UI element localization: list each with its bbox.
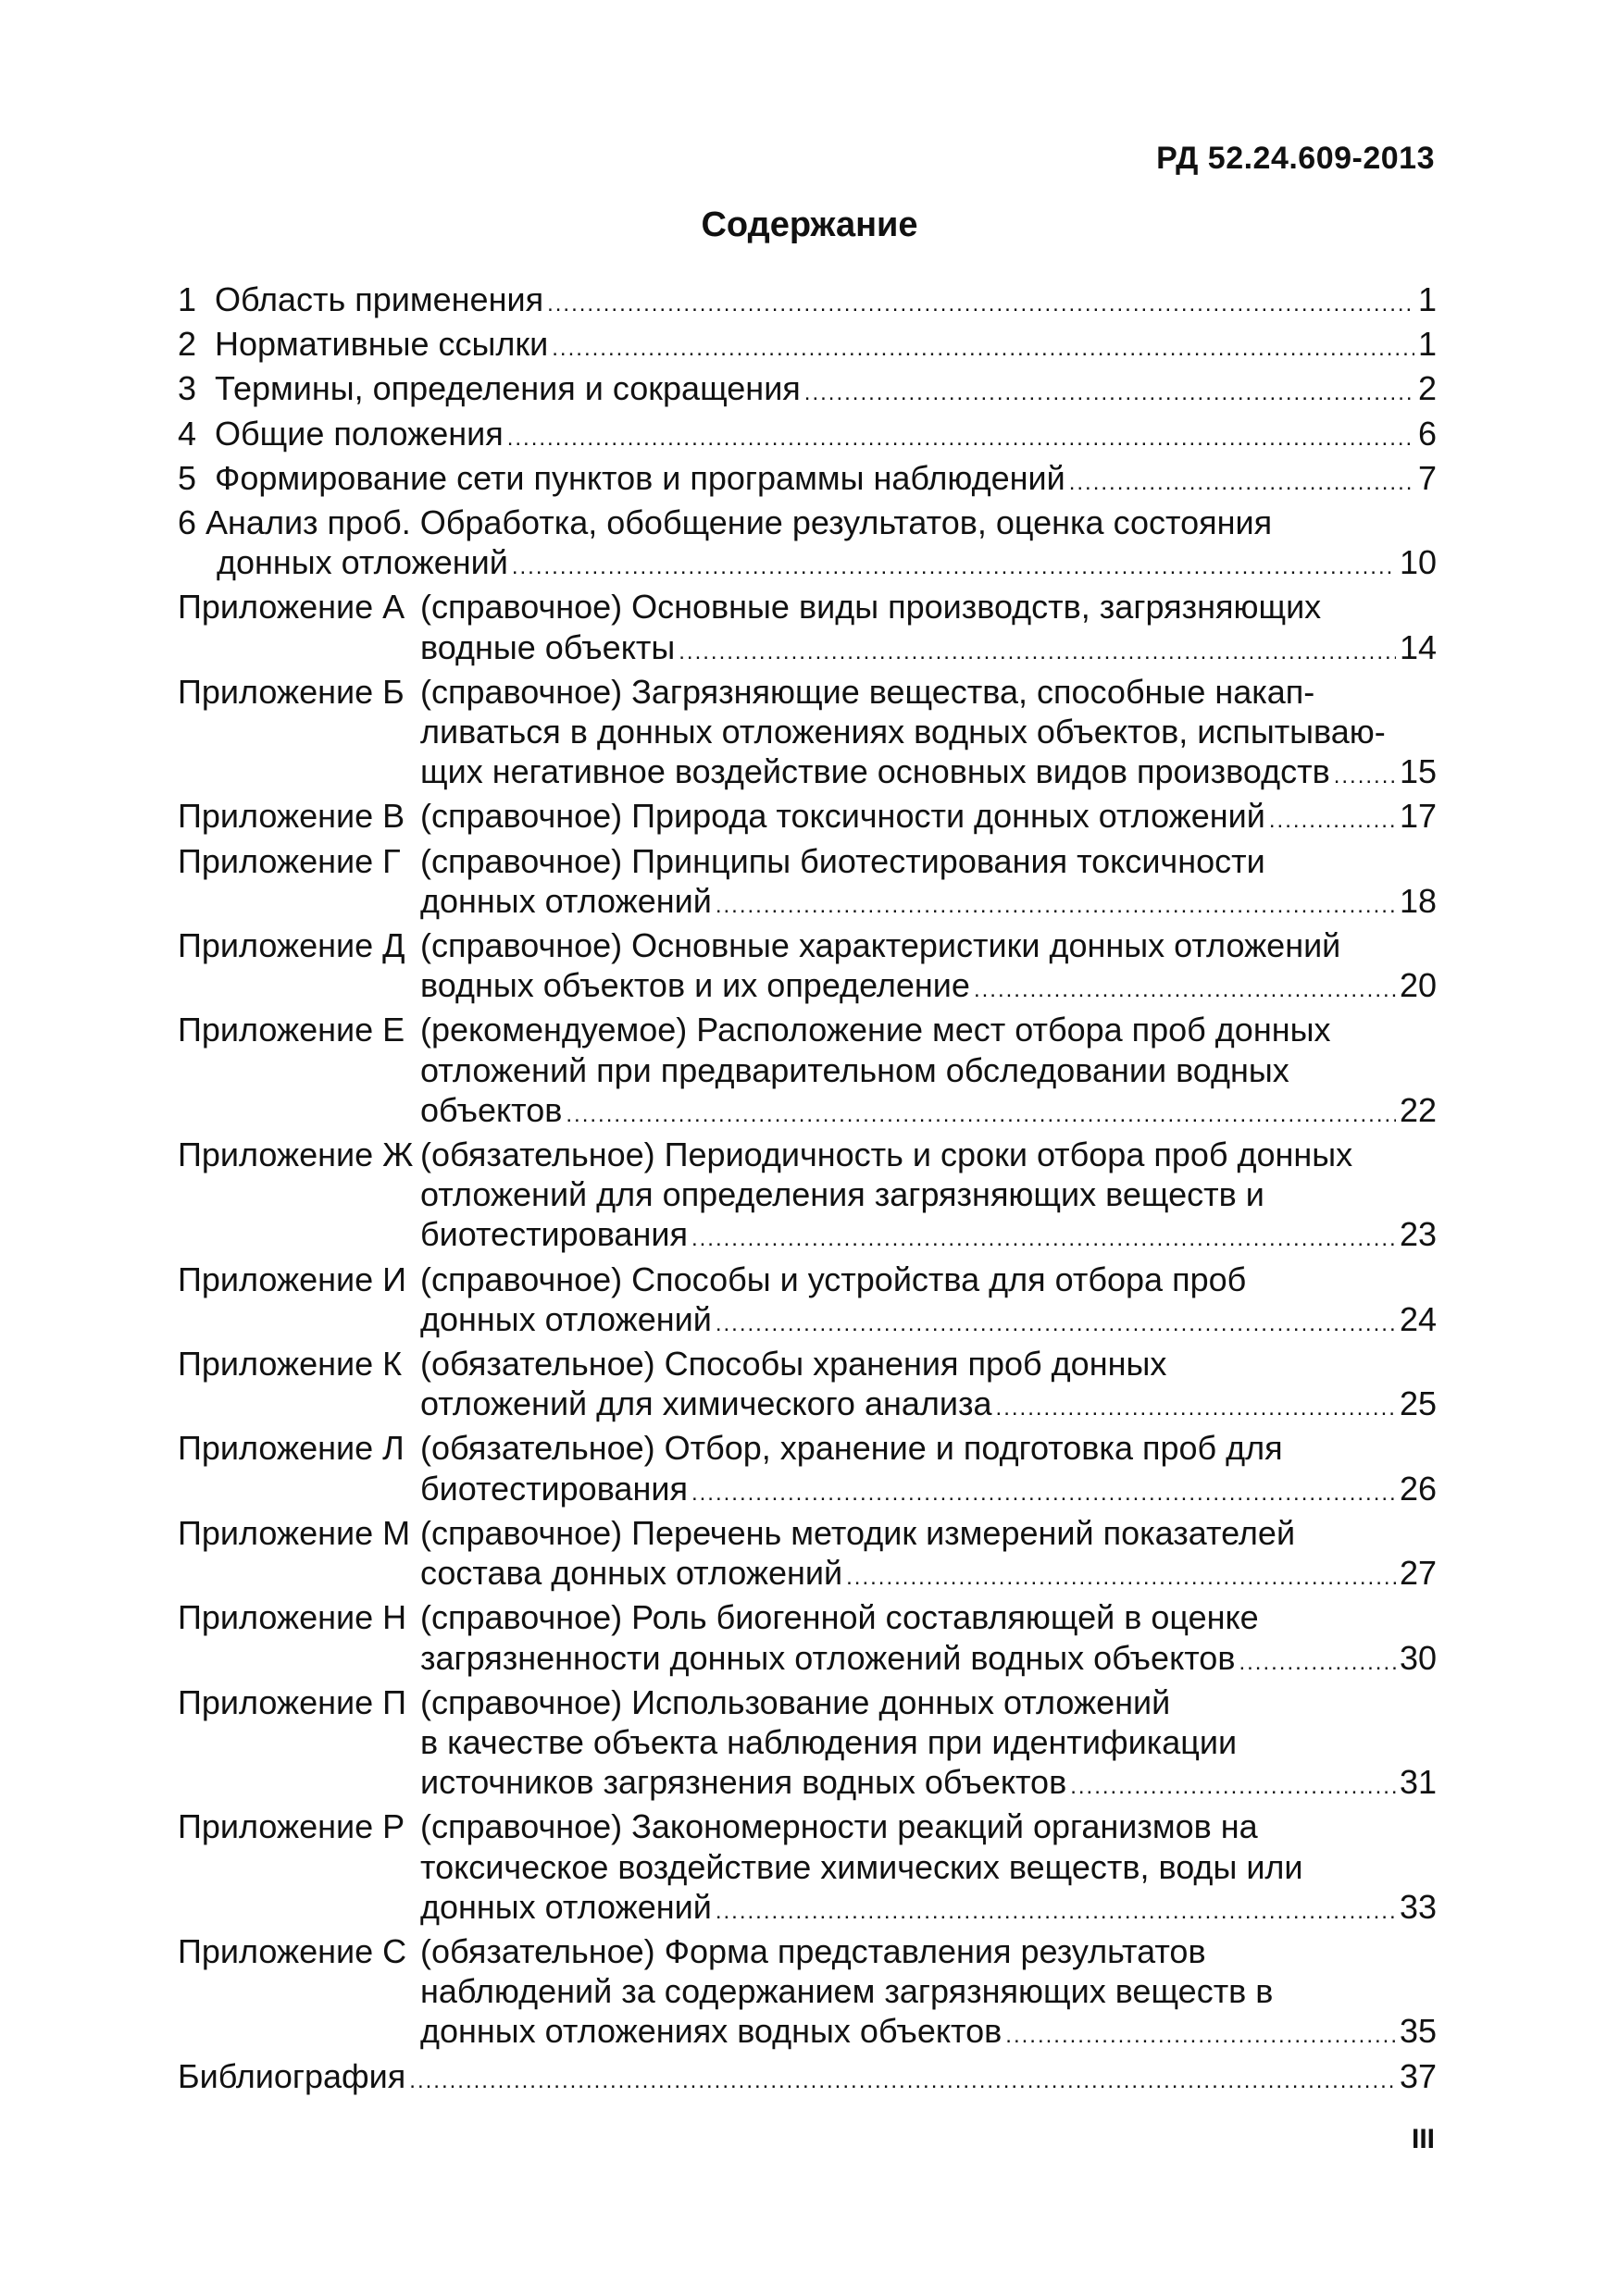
dot-leader — [1005, 2016, 1396, 2055]
section-title: Область применения — [215, 280, 544, 318]
page-ref: 35 — [1399, 2012, 1437, 2051]
appendix-title-line: (справочное) Закономерности реакций организмов на — [420, 1807, 1258, 1846]
appendix-label: Приложение Г — [178, 841, 401, 880]
page-ref: 2 — [1417, 369, 1437, 408]
page-ref: 26 — [1399, 1469, 1437, 1508]
appendix-label: Приложение К — [178, 1345, 403, 1384]
page-ref: 37 — [1399, 2056, 1437, 2095]
appendix-title-line: (справочное) Загрязняющие вещества, способные накап- — [420, 672, 1315, 711]
page-ref: 22 — [1399, 1090, 1437, 1129]
dot-leader — [566, 1095, 1396, 1135]
section-number: 2 — [178, 325, 197, 364]
page-title: Содержание — [701, 205, 918, 244]
page-ref: 23 — [1399, 1215, 1437, 1254]
appendix-title-line: состава донных отложений — [420, 1554, 843, 1593]
toc-entry-appendix-i[interactable] — [178, 1260, 1437, 1344]
appendix-title-line: биотестирования — [420, 1469, 688, 1508]
page-ref: 6 — [1417, 414, 1437, 453]
appendix-title-line: загрязненности донных отложений водных объектов — [420, 1638, 1236, 1677]
appendix-title-line: отложений для химического анализа — [420, 1384, 992, 1423]
page-ref: 7 — [1417, 458, 1437, 497]
appendix-label: Приложение Р — [178, 1807, 405, 1846]
page-ref: 20 — [1399, 966, 1437, 1005]
dot-leader — [974, 970, 1396, 1010]
dot-leader — [846, 1558, 1396, 1597]
dot-leader — [1069, 463, 1414, 503]
dot-leader — [552, 329, 1414, 368]
section-number: 3 — [178, 369, 197, 408]
appendix-title-line: наблюдений за содержанием загрязняющих веществ в — [420, 1972, 1274, 2011]
section-title-line: донных отложений — [217, 543, 508, 582]
toc-entry-appendix-g[interactable] — [178, 841, 1437, 925]
appendix-label: Приложение Л — [178, 1429, 405, 1468]
page-ref: 27 — [1399, 1554, 1437, 1593]
toc-entry-section-1[interactable] — [178, 279, 1437, 324]
page-ref: 15 — [1399, 752, 1437, 791]
appendix-label: Приложение П — [178, 1682, 407, 1721]
bibliography-title: Библиография — [178, 2056, 406, 2095]
dot-leader — [507, 418, 1414, 458]
appendix-label: Приложение С — [178, 1931, 407, 1970]
appendix-title-line: (справочное) Природа токсичности донных отложений — [420, 797, 1265, 836]
appendix-title-line: (справочное) Основные характеристики донных отложений — [420, 926, 1341, 965]
appendix-title-line: (справочное) Использование донных отложений — [420, 1682, 1171, 1721]
section-title-line: 6 Анализ проб. Обработка, обобщение результатов, оценка состояния — [178, 503, 1273, 542]
page-ref: 14 — [1399, 627, 1437, 666]
appendix-title-line: (рекомендуемое) Расположение мест отбора проб донных — [420, 1011, 1331, 1049]
appendix-label: Приложение В — [178, 797, 405, 836]
appendix-label: Приложение Н — [178, 1598, 407, 1637]
section-title: Нормативные ссылки — [215, 325, 549, 364]
dot-leader — [679, 632, 1396, 672]
page-ref: 33 — [1399, 1887, 1437, 1926]
toc-entry-appendix-v[interactable] — [178, 796, 1437, 840]
appendix-title-line: источников загрязнения водных объектов — [420, 1763, 1067, 1802]
dot-leader — [1239, 1643, 1396, 1682]
appendix-label: Приложение А — [178, 588, 405, 627]
appendix-title-line: водные объекты — [420, 627, 676, 666]
toc-entry-appendix-n[interactable] — [178, 1597, 1437, 1682]
dot-leader — [716, 1892, 1396, 1931]
toc-entry-appendix-b[interactable] — [178, 672, 1437, 797]
toc-entry-appendix-e[interactable] — [178, 1010, 1437, 1135]
dot-leader — [716, 1304, 1396, 1344]
appendix-title-line: донных отложений — [420, 881, 712, 920]
appendix-label: Приложение Е — [178, 1011, 405, 1049]
appendix-label: Приложение Б — [178, 672, 405, 711]
appendix-label: Приложение И — [178, 1260, 407, 1298]
appendix-title-line: (справочное) Способы и устройства для отбора проб — [420, 1260, 1247, 1298]
toc-entry-appendix-a[interactable] — [178, 587, 1437, 671]
appendix-title-line: (обязательное) Периодичность и сроки отбора проб донных — [420, 1136, 1353, 1174]
page-ref: 17 — [1399, 797, 1437, 836]
toc-entry-section-2[interactable] — [178, 324, 1437, 368]
appendix-label: Приложение М — [178, 1513, 411, 1552]
appendix-title-line: (справочное) Основные виды производств, загрязняющих — [420, 588, 1322, 627]
dot-leader — [547, 284, 1414, 324]
appendix-title-line: донных отложений — [420, 1887, 712, 1926]
appendix-title-line: в качестве объекта наблюдения при идентификации — [420, 1722, 1238, 1761]
page-ref: 1 — [1417, 280, 1437, 318]
section-title: Формирование сети пунктов и программы наблюдений — [215, 458, 1065, 497]
toc-entry-section-6[interactable] — [178, 503, 1437, 587]
appendix-label: Приложение Ж — [178, 1136, 414, 1174]
toc-entry-appendix-k[interactable] — [178, 1344, 1437, 1428]
page-ref: 24 — [1399, 1299, 1437, 1338]
toc-entry-section-3[interactable] — [178, 368, 1437, 413]
dot-leader — [1070, 1767, 1396, 1806]
toc-entry-appendix-d[interactable] — [178, 925, 1437, 1010]
toc-entry-appendix-zh[interactable] — [178, 1135, 1437, 1260]
page-ref: 31 — [1399, 1763, 1437, 1802]
appendix-title-line: отложений при предварительном обследовании водных — [420, 1050, 1289, 1089]
appendix-title-line: токсическое воздействие химических веществ, воды или — [420, 1847, 1303, 1886]
appendix-title-line: объектов — [420, 1090, 563, 1129]
appendix-title-line: донных отложениях водных объектов — [420, 2012, 1003, 2051]
page-ref: 1 — [1417, 325, 1437, 364]
dot-leader — [996, 1388, 1396, 1428]
toc-entry-appendix-l[interactable] — [178, 1428, 1437, 1512]
dot-leader — [512, 547, 1396, 587]
appendix-title-line: биотестирования — [420, 1215, 688, 1254]
dot-leader — [1269, 800, 1396, 840]
section-number: 1 — [178, 280, 197, 318]
appendix-title-line: (обязательное) Способы хранения проб донных — [420, 1345, 1167, 1384]
page-ref: 30 — [1399, 1638, 1437, 1677]
appendix-title-line: (обязательное) Форма представления результатов — [420, 1931, 1206, 1970]
toc-entry-appendix-s[interactable] — [178, 1931, 1437, 2056]
appendix-title-line: (справочное) Принципы биотестирования токсичности — [420, 841, 1265, 880]
appendix-title-line: (обязательное) Отбор, хранение и подготовка проб для — [420, 1429, 1283, 1468]
toc-entry-section-4[interactable] — [178, 414, 1437, 458]
table-of-contents — [178, 279, 1437, 2101]
toc-entry-section-5[interactable] — [178, 458, 1437, 503]
appendix-title-line: (справочное) Роль биогенной составляющей в оценке — [420, 1598, 1259, 1637]
dot-leader — [691, 1219, 1396, 1259]
toc-entry-appendix-r[interactable] — [178, 1806, 1437, 1931]
appendix-title-line: водных объектов и их определение — [420, 966, 970, 1005]
toc-entry-bibliography[interactable] — [178, 2056, 1437, 2101]
appendix-title-line: донных отложений — [420, 1299, 712, 1338]
appendix-title-line: щих негативное воздействие основных видов производств — [420, 752, 1330, 791]
page-number: III — [1411, 2124, 1435, 2154]
appendix-title-line: отложений для определения загрязняющих веществ и — [420, 1175, 1264, 1214]
toc-entry-appendix-m[interactable] — [178, 1513, 1437, 1597]
page-ref: 18 — [1399, 881, 1437, 920]
section-title: Термины, определения и сокращения — [215, 369, 801, 408]
page-ref: 25 — [1399, 1384, 1437, 1423]
dot-leader — [409, 2061, 1396, 2101]
dot-leader — [716, 886, 1396, 925]
dot-leader — [1334, 756, 1396, 796]
section-title: Общие положения — [215, 414, 504, 453]
section-number: 5 — [178, 458, 197, 497]
appendix-label: Приложение Д — [178, 926, 405, 965]
section-number: 4 — [178, 414, 197, 453]
appendix-title-line: ливаться в донных отложениях водных объектов, испытываю- — [420, 713, 1386, 751]
page-ref: 10 — [1399, 543, 1437, 582]
dot-leader — [804, 373, 1414, 413]
toc-entry-appendix-p[interactable] — [178, 1682, 1437, 1807]
dot-leader — [691, 1473, 1396, 1513]
appendix-title-line: (справочное) Перечень методик измерений показателей — [420, 1513, 1296, 1552]
document-code: РД 52.24.609-2013 — [1156, 141, 1435, 176]
